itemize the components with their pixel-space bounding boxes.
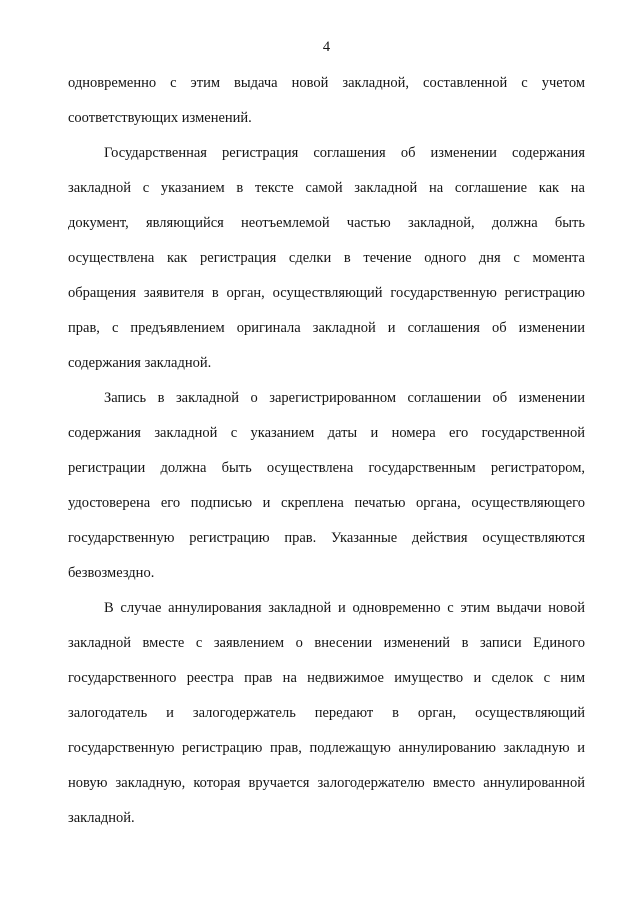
text-line: государственную регистрацию прав, подлежащую аннулированию закладную и bbox=[68, 740, 585, 756]
paragraph bbox=[68, 591, 585, 836]
text-line: государственного реестра прав на недвижимое имущество и сделок с ним bbox=[68, 670, 585, 686]
text-line: государственную регистрацию прав. Указанные действия осуществляются bbox=[68, 530, 585, 546]
text-line: содержания закладной. bbox=[68, 355, 212, 371]
text-line: обращения заявителя в орган, осуществляющий государственную регистрацию bbox=[68, 285, 585, 301]
paragraph bbox=[68, 136, 585, 381]
text-line: закладной с указанием в тексте самой закладной на соглашение как на bbox=[68, 180, 585, 196]
paragraph bbox=[68, 66, 585, 136]
text-line: Государственная регистрация соглашения об изменении содержания bbox=[104, 145, 585, 161]
text-line: осуществлена как регистрация сделки в течение одного дня с момента bbox=[68, 250, 585, 266]
text-line: Запись в закладной о зарегистрированном соглашении об изменении bbox=[104, 390, 585, 406]
text-line: соответствующих изменений. bbox=[68, 110, 252, 126]
text-line: одновременно с этим выдача новой закладной, составленной с учетом bbox=[68, 75, 585, 91]
text-line: закладной. bbox=[68, 810, 135, 826]
text-line: залогодатель и залогодержатель передают в орган, осуществляющий bbox=[68, 705, 585, 721]
text-line: новую закладную, которая вручается залогодержателю вместо аннулированной bbox=[68, 775, 585, 791]
text-line: безвозмездно. bbox=[68, 565, 155, 581]
text-line: закладной вместе с заявлением о внесении изменений в записи Единого bbox=[68, 635, 585, 651]
text-line: регистрации должна быть осуществлена государственным регистратором, bbox=[68, 460, 585, 476]
page-number: 4 bbox=[322, 39, 331, 55]
text-line: В случае аннулирования закладной и одновременно с этим выдачи новой bbox=[104, 600, 585, 616]
text-line: прав, с предъявлением оригинала закладной и соглашения об изменении bbox=[68, 320, 585, 336]
text-line: содержания закладной с указанием даты и номера его государственной bbox=[68, 425, 585, 441]
text-line: удостоверена его подписью и скреплена печатью органа, осуществляющего bbox=[68, 495, 585, 511]
text-line: документ, являющийся неотъемлемой частью закладной, должна быть bbox=[68, 215, 585, 231]
paragraph bbox=[68, 381, 585, 591]
document-body bbox=[68, 66, 585, 836]
